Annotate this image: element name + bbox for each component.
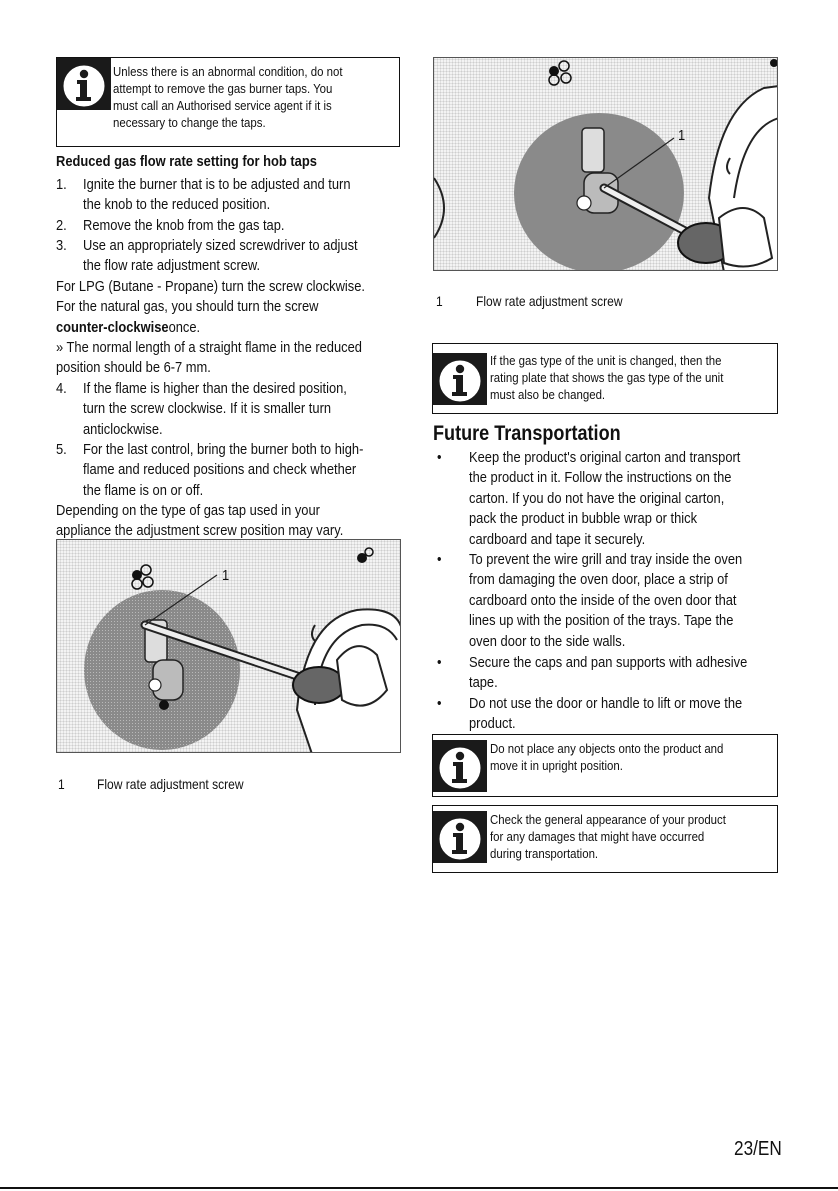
notice-text: Check the general appearance of your product for any damages that might have occurred during transportation. (490, 812, 726, 861)
info-icon (433, 811, 487, 863)
step-2: 2. (56, 217, 67, 234)
bullet-dot: • (437, 695, 442, 712)
step-4: 4. (56, 380, 67, 397)
step-5-text: For the last control, bring the burner both to high- flame and reduced positions and check whether the flame is on or off. (83, 441, 364, 499)
info-icon (433, 740, 487, 792)
bottom-rule (0, 1187, 838, 1189)
step-3-text: Use an appropriately sized screwdriver to adjust the flow rate adjustment screw. (83, 237, 358, 275)
paragraph-counter-clockwise: counter-clockwiseonce. (56, 319, 201, 336)
gas-tap-illustration (434, 58, 778, 271)
step-5: 5. (56, 441, 67, 458)
bullet-dot: • (437, 654, 442, 671)
step-1: 1. (56, 176, 67, 193)
info-icon (433, 353, 487, 405)
section-heading-future-transportation: Future Transportation (433, 422, 621, 445)
figure-callout-1: 1 (678, 127, 686, 144)
section-heading-reduced-gas: Reduced gas flow rate setting for hob taps (56, 153, 317, 170)
notice-text: Do not place any objects onto the product and move it in upright position. (490, 741, 724, 773)
figure-gas-tap-adjustment-left (56, 539, 401, 753)
step-2-text: Remove the knob from the gas tap. (83, 217, 285, 234)
info-notice-upright (432, 734, 778, 797)
caption-flow-rate-screw: Flow rate adjustment screw (476, 293, 623, 309)
caption-number: 1 (58, 776, 65, 792)
notice-text: If the gas type of the unit is changed, then the rating plate that shows the gas type of the unit must also be changed. (490, 353, 724, 402)
paragraph-flame-length: » The normal length of a straight flame in the reduced position should be 6-7 mm. (56, 339, 362, 377)
paragraph-screw-position: Depending on the type of gas tap used in your appliance the adjustment screw position may vary. (56, 502, 344, 540)
step-1-text: Ignite the burner that is to be adjusted and turn the knob to the reduced position. (83, 176, 351, 214)
caption-number: 1 (436, 293, 443, 309)
info-notice-appearance (432, 805, 778, 873)
step-3: 3. (56, 237, 67, 254)
info-notice-taps (56, 57, 400, 147)
notice-text: Unless there is an abnormal condition, do not attempt to remove the gas burner taps. You must call an Authorised service agent if it is necessary to change the taps. (113, 64, 343, 130)
bullet-keep-carton: Keep the product's original carton and transport the product in it. Follow the instructions on the carton. If you do not have the original carton, pack the product in bubble wrap or thick cardboard and tape it securely. (469, 449, 741, 548)
figure-gas-tap-adjustment-right (433, 57, 778, 271)
bullet-wire-grill: To prevent the wire grill and tray inside the oven from damaging the oven door, place a strip of cardboard onto the inside of the oven door that lines up with the position of the trays. Tape the oven door to the side walls. (469, 551, 743, 650)
figure-callout-1: 1 (222, 567, 230, 584)
bullet-door-handle: Do not use the door or handle to lift or move the product. (469, 695, 743, 733)
caption-flow-rate-screw: Flow rate adjustment screw (97, 776, 244, 792)
bullet-dot: • (437, 551, 442, 568)
info-notice-gas-type (432, 343, 778, 414)
bullet-dot: • (437, 449, 442, 466)
page-number: 23/EN (734, 1138, 782, 1160)
paragraph-lpg: For LPG (Butane - Propane) turn the screw clockwise. (56, 278, 366, 295)
paragraph-natural-gas: For the natural gas, you should turn the screw (56, 298, 319, 315)
bullet-secure-caps: Secure the caps and pan supports with adhesive tape. (469, 654, 748, 692)
step-4-text: If the flame is higher than the desired position, turn the screw clockwise. If it is smaller turn anticlockwise. (83, 380, 347, 438)
info-icon (57, 58, 111, 110)
